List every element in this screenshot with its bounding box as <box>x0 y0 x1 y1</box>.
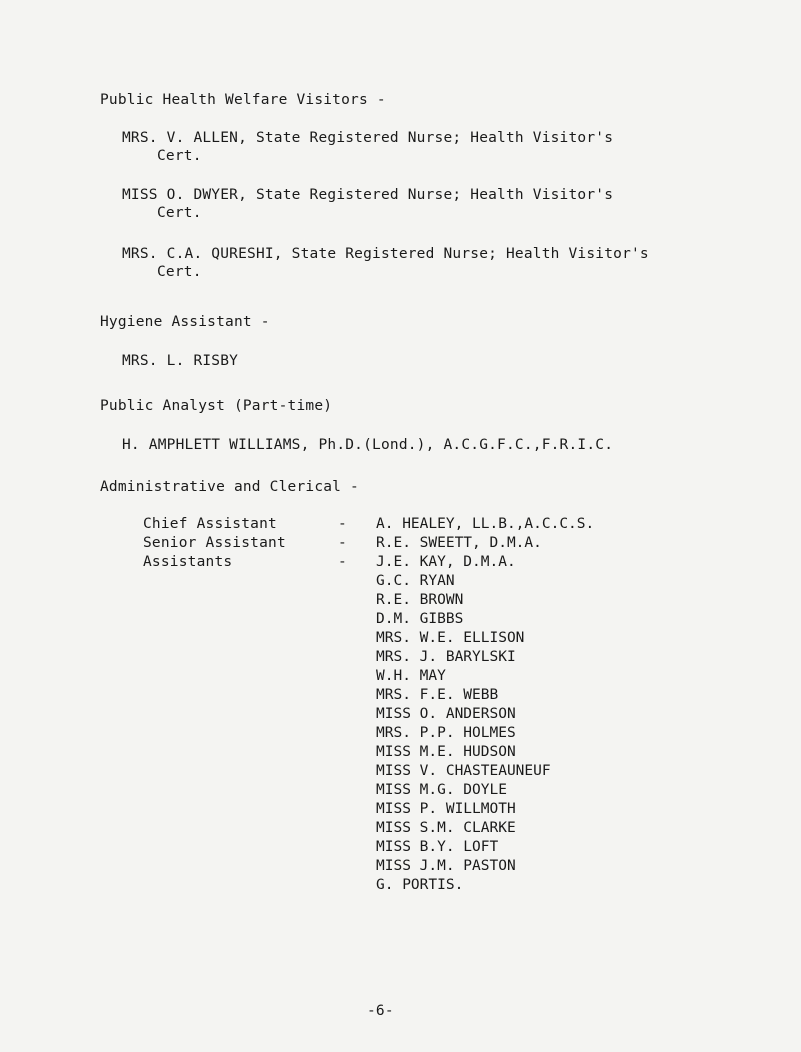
health-visitor-entry-1: MRS. V. ALLEN, State Registered Nurse; Health Visitor's <box>122 130 614 146</box>
staff-name: MRS. F.E. WEBB <box>376 687 499 703</box>
staff-name: G. PORTIS. <box>376 877 464 893</box>
staff-name: R.E. SWEETT, D.M.A. <box>376 535 542 551</box>
health-visitor-entry-3-cont: Cert. <box>157 264 202 280</box>
staff-name: MISS M.E. HUDSON <box>376 744 516 760</box>
staff-name: MISS S.M. CLARKE <box>376 820 516 836</box>
staff-name: J.E. KAY, D.M.A. <box>376 554 516 570</box>
staff-name: MRS. P.P. HOLMES <box>376 725 516 741</box>
staff-name: MISS J.M. PASTON <box>376 858 516 874</box>
staff-name: R.E. BROWN <box>376 592 464 608</box>
health-visitor-entry-2: MISS O. DWYER, State Registered Nurse; Health Visitor's <box>122 187 614 203</box>
hygiene-entry: MRS. L. RISBY <box>122 353 239 369</box>
staff-name: MISS V. CHASTEAUNEUF <box>376 763 551 779</box>
health-visitor-entry-3: MRS. C.A. QURESHI, State Registered Nurse; Health Visitor's <box>122 246 649 262</box>
health-visitor-entry-1-cont: Cert. <box>157 148 202 164</box>
staff-name: MISS P. WILLMOTH <box>376 801 516 817</box>
staff-name: MISS O. ANDERSON <box>376 706 516 722</box>
staff-name: MRS. W.E. ELLISON <box>376 630 525 646</box>
health-visitors-heading: Public Health Welfare Visitors - <box>100 92 386 108</box>
staff-name: G.C. RYAN <box>376 573 455 589</box>
role-label: Chief Assistant <box>143 516 277 532</box>
staff-name: MISS B.Y. LOFT <box>376 839 499 855</box>
health-visitor-entry-2-cont: Cert. <box>157 205 202 221</box>
staff-name: D.M. GIBBS <box>376 611 464 627</box>
role-label: Senior Assistant <box>143 535 286 551</box>
staff-name: MISS M.G. DOYLE <box>376 782 507 798</box>
role-dash: - <box>338 535 347 551</box>
admin-heading: Administrative and Clerical - <box>100 479 359 495</box>
staff-name: MRS. J. BARYLSKI <box>376 649 516 665</box>
role-dash: - <box>338 516 347 532</box>
role-label: Assistants <box>143 554 233 570</box>
analyst-heading: Public Analyst (Part-time) <box>100 398 333 414</box>
staff-name: W.H. MAY <box>376 668 446 684</box>
hygiene-heading: Hygiene Assistant - <box>100 314 270 330</box>
analyst-entry: H. AMPHLETT WILLIAMS, Ph.D.(Lond.), A.C.G.F.C.,F.R.I.C. <box>122 437 614 453</box>
role-dash: - <box>338 554 347 570</box>
page-number: -6- <box>367 1003 394 1019</box>
staff-name: A. HEALEY, LL.B.,A.C.C.S. <box>376 516 595 532</box>
